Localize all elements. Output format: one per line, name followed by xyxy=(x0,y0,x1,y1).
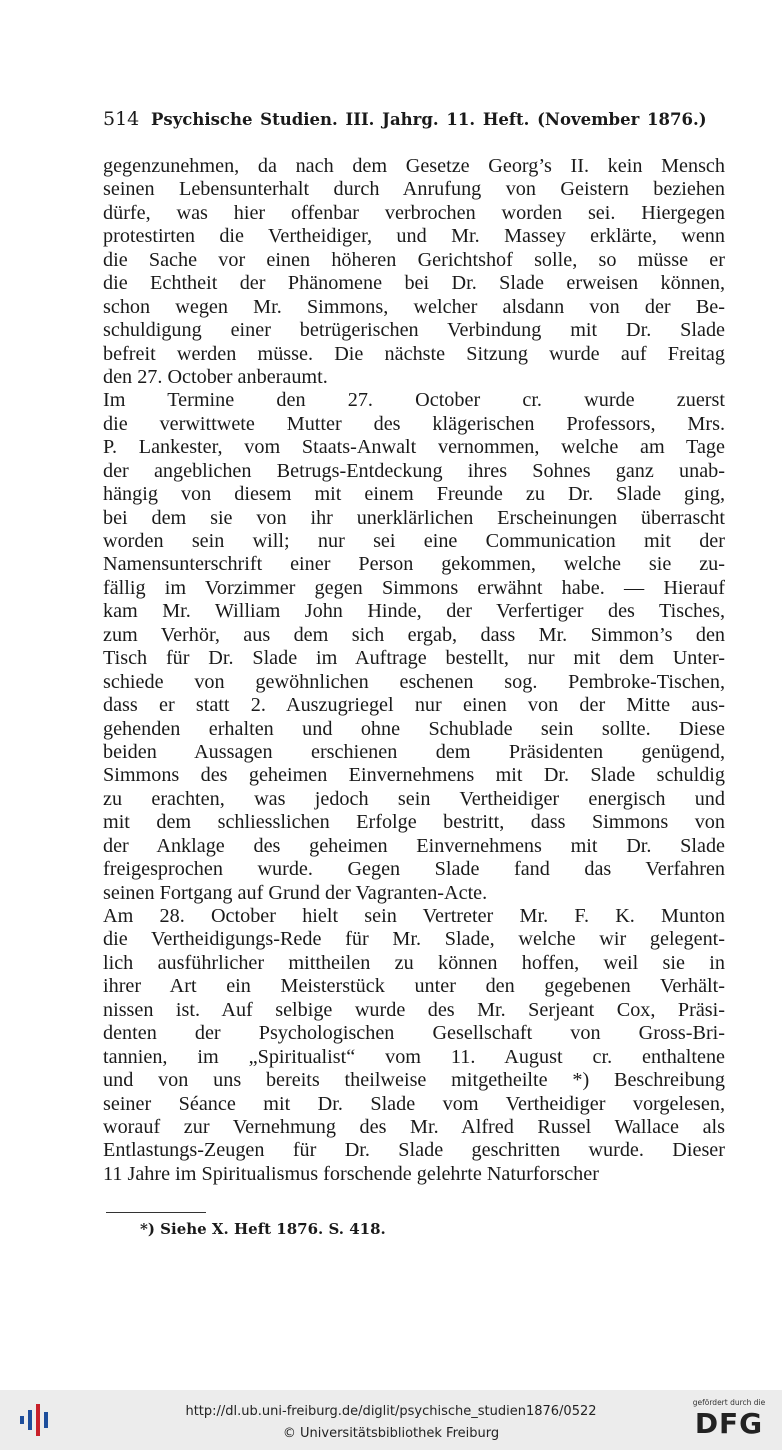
text-line: worden sein will; nur sei eine Communication mit der xyxy=(103,530,725,552)
dfg-caption: gefördert durch die xyxy=(692,1398,766,1407)
text-line: der angeblichen Betrugs-Entdeckung ihres Sohnes ganz unab- xyxy=(103,459,725,482)
text-line: gegenzunehmen, da nach dem Gesetze Georg’s II. kein Mensch xyxy=(103,155,725,177)
text-line: fällig im Vorzimmer gegen Simmons erwähnt habe. — Hierauf xyxy=(103,576,725,599)
text-line: beiden Aussagen erschienen dem Präsidenten genügend, xyxy=(103,740,725,763)
copyright-notice: © Universitätsbibliothek Freiburg xyxy=(282,1426,500,1441)
text-line: worauf zur Vernehmung des Mr. Alfred Russel Wallace als xyxy=(103,1115,725,1138)
text-line: P. Lankester, vom Staats-Anwalt vernommen, welche am Tage xyxy=(103,436,725,459)
source-url[interactable]: http://dl.ub.uni-freiburg.de/diglit/psychische_studien1876/0522 xyxy=(185,1404,597,1419)
text-line: protestirten die Vertheidiger, und Mr. Massey erklärte, wenn xyxy=(103,225,725,248)
text-line: Entlastungs-Zeugen für Dr. Slade geschritten wurde. Dieser xyxy=(103,1139,725,1162)
text-line: hängig von diesem mit einem Freunde zu Dr. Slade ging, xyxy=(103,483,725,506)
text-line: schon wegen Mr. Simmons, welcher alsdann von der Be- xyxy=(103,295,725,318)
text-line: mit dem schliesslichen Erfolge bestritt, dass Simmons von xyxy=(103,811,725,834)
text-line: bei dem sie von ihr unerklärlichen Erscheinungen überrascht xyxy=(103,506,725,529)
text-line: Namensunterschrift einer Person gekommen, welche sie zu- xyxy=(103,553,725,576)
text-line: der Anklage des geheimen Einvernehmens mit Dr. Slade xyxy=(103,834,725,857)
text-line: 11 Jahre im Spiritualismus forschende gelehrte Naturforscher xyxy=(103,1162,599,1185)
text-line: Tisch für Dr. Slade im Auftrage bestellt, nur mit dem Unter- xyxy=(103,647,725,670)
text-line: denten der Psychologischen Gesellschaft von Gross-Bri- xyxy=(103,1022,725,1045)
text-line: die verwittwete Mutter des klägerischen Professors, Mrs. xyxy=(103,412,725,435)
body-text xyxy=(103,155,725,1186)
text-line: schiede von gewöhnlichen eschenen sog. Pembroke-Tischen, xyxy=(103,670,725,693)
text-line: und von uns bereits theilweise mitgetheilte *) Beschreibung xyxy=(103,1069,725,1092)
text-line: gehenden erhalten und ohne Schublade sein sollte. Diese xyxy=(103,717,725,740)
text-line: dürfe, was hier offenbar verbrochen worden sei. Hiergegen xyxy=(103,201,725,224)
footnote-rule xyxy=(106,1212,206,1213)
text-line: den 27. October anberaumt. xyxy=(103,365,328,388)
text-line: lich ausführlicher mittheilen zu können hoffen, weil sie in xyxy=(103,951,725,974)
text-line: die Vertheidigungs-Rede für Mr. Slade, welche wir gelegent- xyxy=(103,928,725,951)
text-line: dass er statt 2. Auszugriegel nur einen von der Mitte aus- xyxy=(103,694,725,717)
text-line: kam Mr. William John Hinde, der Verfertiger des Tisches, xyxy=(103,600,725,623)
page-number: 514 xyxy=(103,108,140,130)
text-line: zu erachten, was jedoch sein Vertheidiger energisch und xyxy=(103,787,725,810)
text-line: ihrer Art ein Meisterstück unter den gegebenen Verhält- xyxy=(103,975,725,998)
journal-title: Psychische Studien. III. Jahrg. 11. Heft. (November 1876.) xyxy=(151,110,707,129)
text-line: die Echtheit der Phänomene bei Dr. Slade erweisen können, xyxy=(103,272,725,295)
text-line: tannien, im „Spiritualist“ vom 11. August cr. enthaltene xyxy=(103,1045,725,1068)
text-line: nissen ist. Auf selbige wurde des Mr. Serjeant Cox, Präsi- xyxy=(103,998,725,1021)
text-line: die Sache vor einen höheren Gerichtshof solle, so müsse er xyxy=(103,248,725,271)
text-line: seinen Lebensunterhalt durch Anrufung von Geistern beziehen xyxy=(103,178,725,201)
text-line: Im Termine den 27. October cr. wurde zuerst xyxy=(103,389,725,412)
text-line: zum Verhör, aus dem sich ergab, dass Mr. Simmon’s den xyxy=(103,623,725,646)
viewer-footer xyxy=(0,1390,782,1450)
dfg-wordmark: DFG xyxy=(694,1407,764,1440)
text-line: seinen Fortgang auf Grund der Vagranten-Acte. xyxy=(103,881,488,904)
footnote: *) Siehe X. Heft 1876. S. 418. xyxy=(140,1220,386,1238)
text-line: seiner Séance mit Dr. Slade vom Vertheidiger vorgelesen, xyxy=(103,1092,725,1115)
text-line: Simmons des geheimen Einvernehmens mit Dr. Slade schuldig xyxy=(103,764,725,787)
dfg-logo xyxy=(686,1398,772,1446)
running-header xyxy=(103,108,707,130)
text-line: freigesprochen wurde. Gegen Slade fand das Verfahren xyxy=(103,858,725,881)
text-line: befreit werden müsse. Die nächste Sitzung wurde auf Freitag xyxy=(103,342,725,365)
text-line: schuldigung einer betrügerischen Verbindung mit Dr. Slade xyxy=(103,319,725,342)
text-line: Am 28. October hielt sein Vertreter Mr. F. K. Munton xyxy=(103,905,725,927)
